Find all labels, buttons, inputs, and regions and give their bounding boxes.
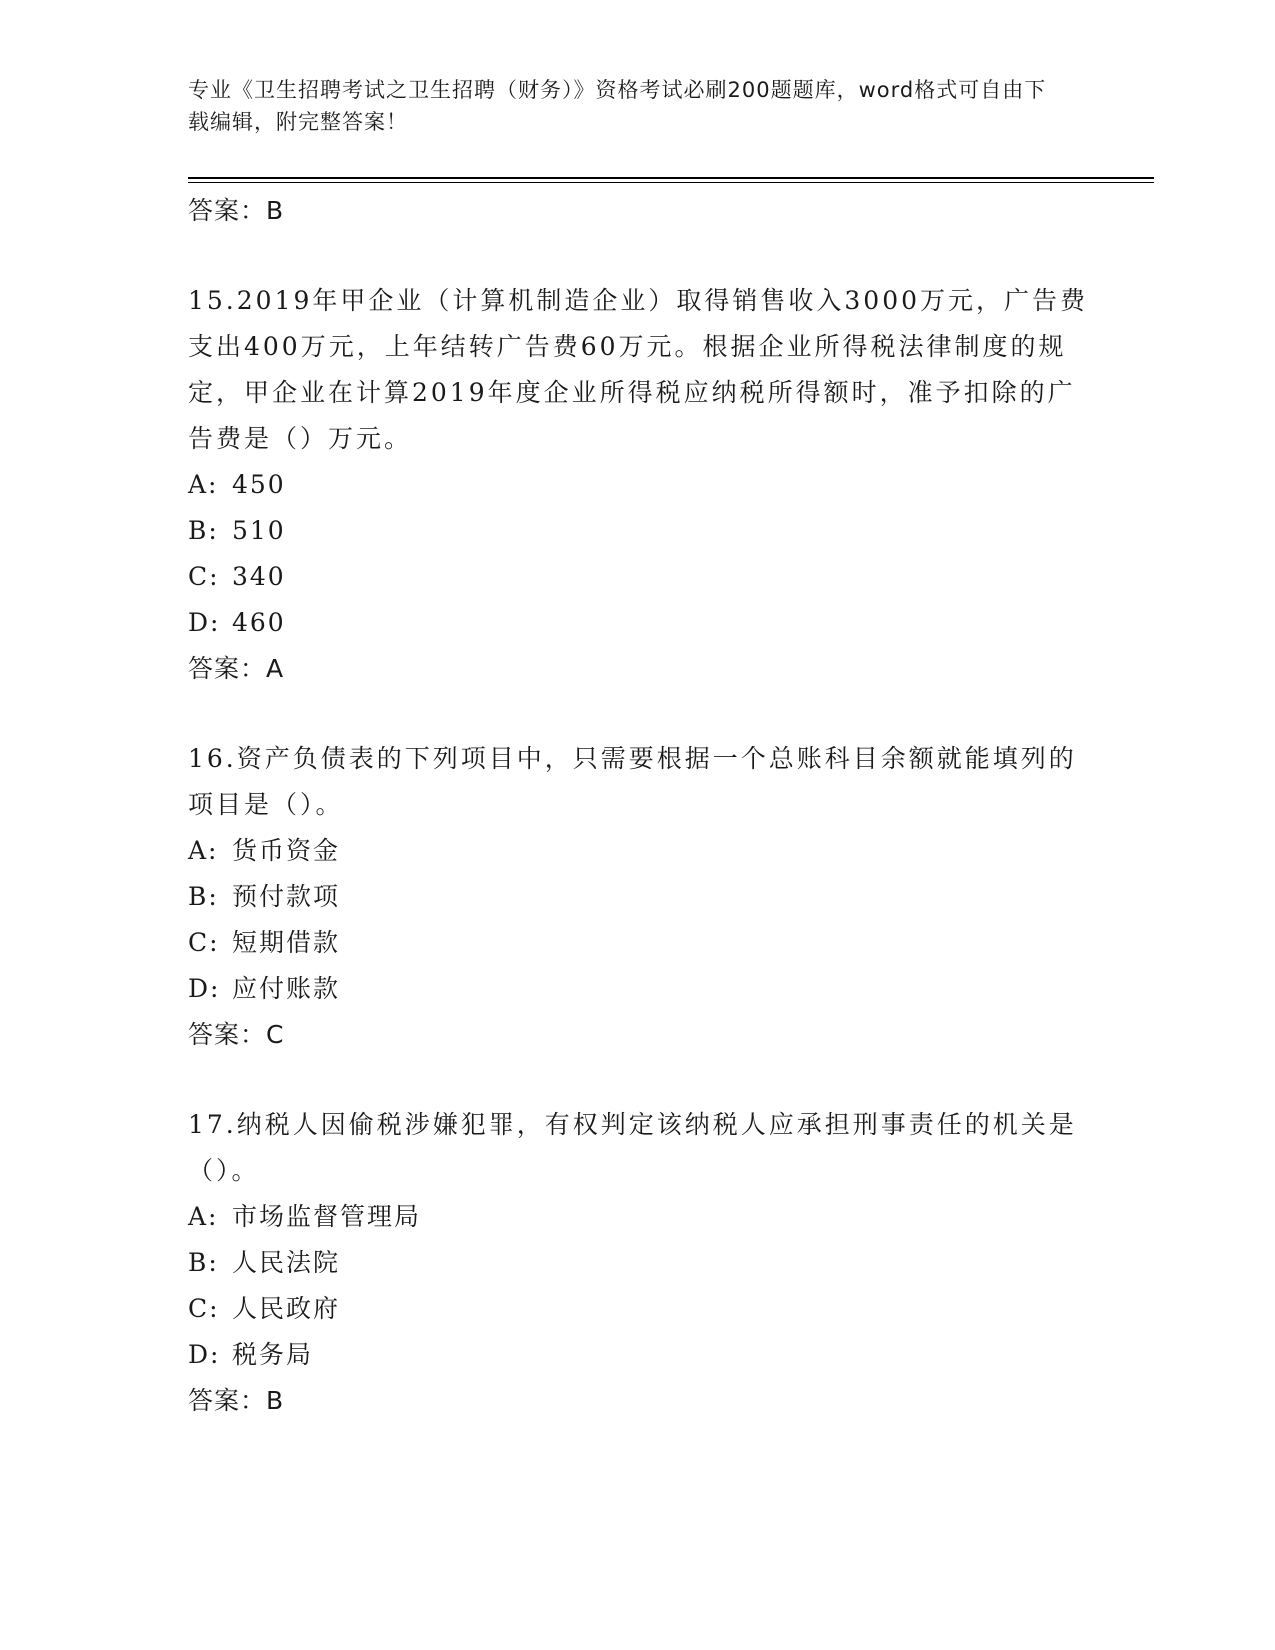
option-b <box>188 874 1088 920</box>
option-text: 510 <box>232 516 286 545</box>
option-c <box>188 920 1088 966</box>
option-text: 450 <box>232 470 286 499</box>
header-rule-thin <box>188 182 1154 183</box>
option-text: 460 <box>232 608 286 637</box>
option-a <box>188 828 1088 874</box>
option-text: 税务局 <box>232 1340 314 1369</box>
question-block <box>188 736 1088 1058</box>
option-letter: B: <box>188 1248 219 1277</box>
option-d <box>188 1332 1088 1378</box>
option-text: 预付款项 <box>232 882 341 911</box>
option-text: 应付账款 <box>232 974 341 1003</box>
question-text: 16.资产负债表的下列项目中，只需要根据一个总账科目余额就能填列的项目是（）。 <box>188 744 1077 819</box>
previous-answer: 答案：B <box>188 196 285 225</box>
option-d <box>188 600 1088 646</box>
option-text: 人民政府 <box>232 1294 341 1323</box>
answer-line: 答案：C <box>188 1020 285 1049</box>
option-letter: A: <box>188 470 219 499</box>
option-letter: C: <box>188 562 220 591</box>
option-text: 市场监督管理局 <box>232 1202 422 1231</box>
option-c <box>188 554 1088 600</box>
option-letter: B: <box>188 882 219 911</box>
page-header: 专业《卫生招聘考试之卫生招聘（财务）》资格考试必刷200题题库，word格式可自由下载编辑，附完整答案！ <box>188 78 1047 134</box>
option-letter: A: <box>188 836 219 865</box>
option-letter: C: <box>188 928 220 957</box>
option-c <box>188 1286 1088 1332</box>
option-b <box>188 508 1088 554</box>
option-letter: D: <box>188 1340 221 1369</box>
option-letter: D: <box>188 974 221 1003</box>
answer-line: 答案：B <box>188 1386 285 1415</box>
option-letter: B: <box>188 516 219 545</box>
header-rule-thick <box>188 177 1154 179</box>
question-block <box>188 278 1088 692</box>
option-text: 340 <box>232 562 286 591</box>
option-letter: C: <box>188 1294 220 1323</box>
answer-line: 答案：A <box>188 654 285 683</box>
option-text: 短期借款 <box>232 928 341 957</box>
question-block <box>188 1102 1088 1424</box>
question-text: 17.纳税人因偷税涉嫌犯罪，有权判定该纳税人应承担刑事责任的机关是（）。 <box>188 1110 1077 1185</box>
option-b <box>188 1240 1088 1286</box>
question-text: 15.2019年甲企业（计算机制造企业）取得销售收入3000万元，广告费支出400万元，上年结转广告费60万元。根据企业所得税法律制度的规定，甲企业在计算2019年度企业所得税应纳税所得额时，准予扣除的广告费是（）万元。 <box>188 286 1089 453</box>
option-letter: D: <box>188 608 221 637</box>
option-a <box>188 1194 1088 1240</box>
option-text: 货币资金 <box>232 836 341 865</box>
option-a <box>188 462 1088 508</box>
option-d <box>188 966 1088 1012</box>
option-letter: A: <box>188 1202 219 1231</box>
document-body <box>188 188 1088 1424</box>
option-text: 人民法院 <box>232 1248 341 1277</box>
